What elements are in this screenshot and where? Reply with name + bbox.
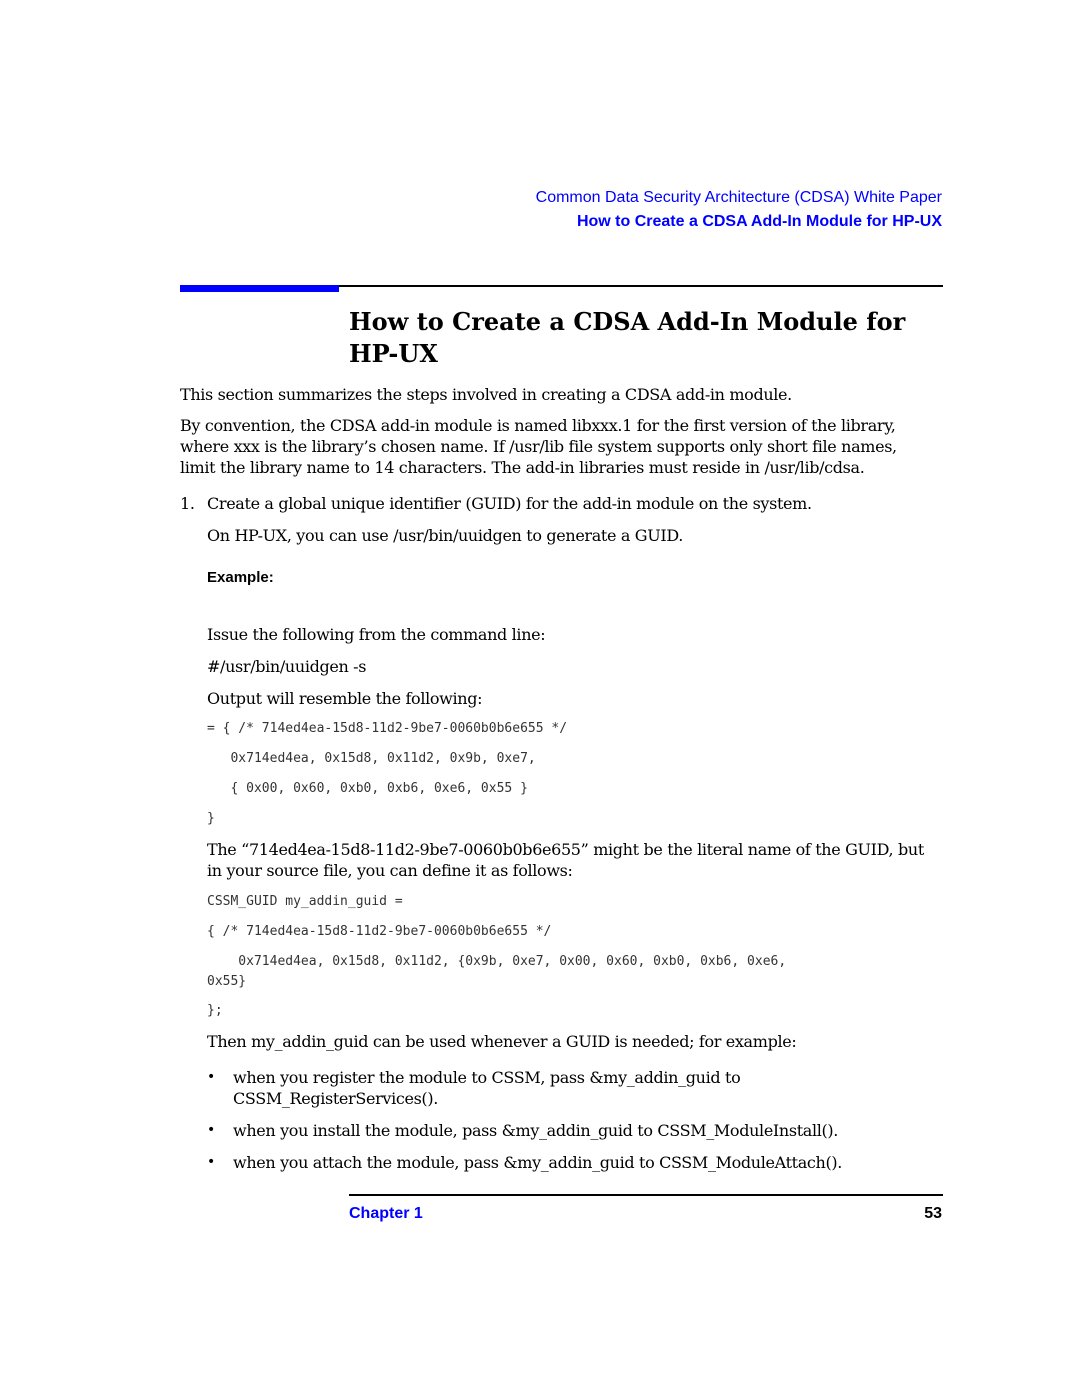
output-code-line: }	[207, 811, 215, 826]
define-code-line: { /* 714ed4ea-15d8-11d2-9be7-0060b0b6e655 */	[207, 924, 552, 939]
literal-name-line-1: The “714ed4ea-15d8-11d2-9be7-0060b0b6e655” might be the literal name of the GUID, but	[207, 840, 924, 859]
running-header-section-title: How to Create a CDSA Add-In Module for HP-UX	[576, 213, 942, 230]
define-code-line: 0x55}	[207, 974, 247, 989]
bullet-text-line-1: when you register the module to CSSM, pass &my_addin_guid to	[233, 1068, 741, 1087]
section-title	[349, 306, 949, 370]
bullet-icon: •	[207, 1122, 216, 1138]
then-paragraph: Then my_addin_guid can be used whenever a GUID is needed; for example:	[207, 1032, 797, 1051]
define-code-block	[207, 892, 786, 1031]
intro-paragraph: This section summarizes the steps involved in creating a CDSA add-in module.	[180, 385, 792, 404]
section-accent-bar	[180, 285, 339, 292]
literal-name-line-2: in your source file, you can define it as follows:	[207, 861, 573, 880]
footer-page-number: 53	[924, 1205, 942, 1222]
output-code-line: { 0x00, 0x60, 0xb0, 0xb6, 0xe6, 0x55 }	[207, 781, 528, 796]
convention-paragraph	[180, 415, 897, 478]
output-code-line: 0x714ed4ea, 0x15d8, 0x11d2, 0x9b, 0xe7,	[207, 751, 536, 766]
convention-line-3: limit the library name to 14 characters. The add-in libraries must reside in /usr/lib/cdsa.	[180, 458, 865, 477]
example-command: #/usr/bin/uuidgen -s	[207, 657, 367, 676]
literal-name-paragraph	[207, 839, 924, 881]
step-1-hpux-note: On HP-UX, you can use /usr/bin/uuidgen to generate a GUID.	[207, 526, 683, 545]
footer-rule	[349, 1194, 943, 1196]
convention-line-2: where xxx is the library’s chosen name. If /usr/lib file system supports only short file names,	[180, 437, 897, 456]
example-issue-text: Issue the following from the command line:	[207, 625, 546, 644]
define-code-line: 0x714ed4ea, 0x15d8, 0x11d2, {0x9b, 0xe7, 0x00, 0x60, 0xb0, 0xb6, 0xe6,	[207, 954, 787, 969]
example-label: Example:	[207, 569, 274, 586]
section-title-line-1: How to Create a CDSA Add-In Module for	[349, 307, 906, 336]
step-1-text: Create a global unique identifier (GUID) for the add-in module on the system.	[207, 494, 812, 513]
footer-chapter-label: Chapter 1	[349, 1205, 423, 1222]
bullet-text-line-2: CSSM_RegisterServices().	[233, 1089, 438, 1108]
bullet-icon: •	[207, 1154, 216, 1170]
bullet-icon: •	[207, 1069, 216, 1085]
example-output-text: Output will resemble the following:	[207, 689, 483, 708]
output-code-line: = { /* 714ed4ea-15d8-11d2-9be7-0060b0b6e655 */	[207, 721, 568, 736]
running-header-doc-title: Common Data Security Architecture (CDSA) White Paper	[535, 189, 942, 206]
convention-line-1: By convention, the CDSA add-in module is named libxxx.1 for the first version of the library,	[180, 416, 896, 435]
step-1-number: 1.	[180, 494, 195, 513]
output-code-block	[207, 719, 567, 839]
define-code-line: };	[207, 1003, 223, 1018]
bullet-text-line-1: when you install the module, pass &my_addin_guid to CSSM_ModuleInstall().	[233, 1121, 839, 1140]
section-title-line-2: HP-UX	[349, 339, 438, 368]
section-title-rule	[339, 285, 943, 287]
bullet-text-line-1: when you attach the module, pass &my_addin_guid to CSSM_ModuleAttach().	[233, 1153, 843, 1172]
define-code-line: CSSM_GUID my_addin_guid =	[207, 894, 403, 909]
